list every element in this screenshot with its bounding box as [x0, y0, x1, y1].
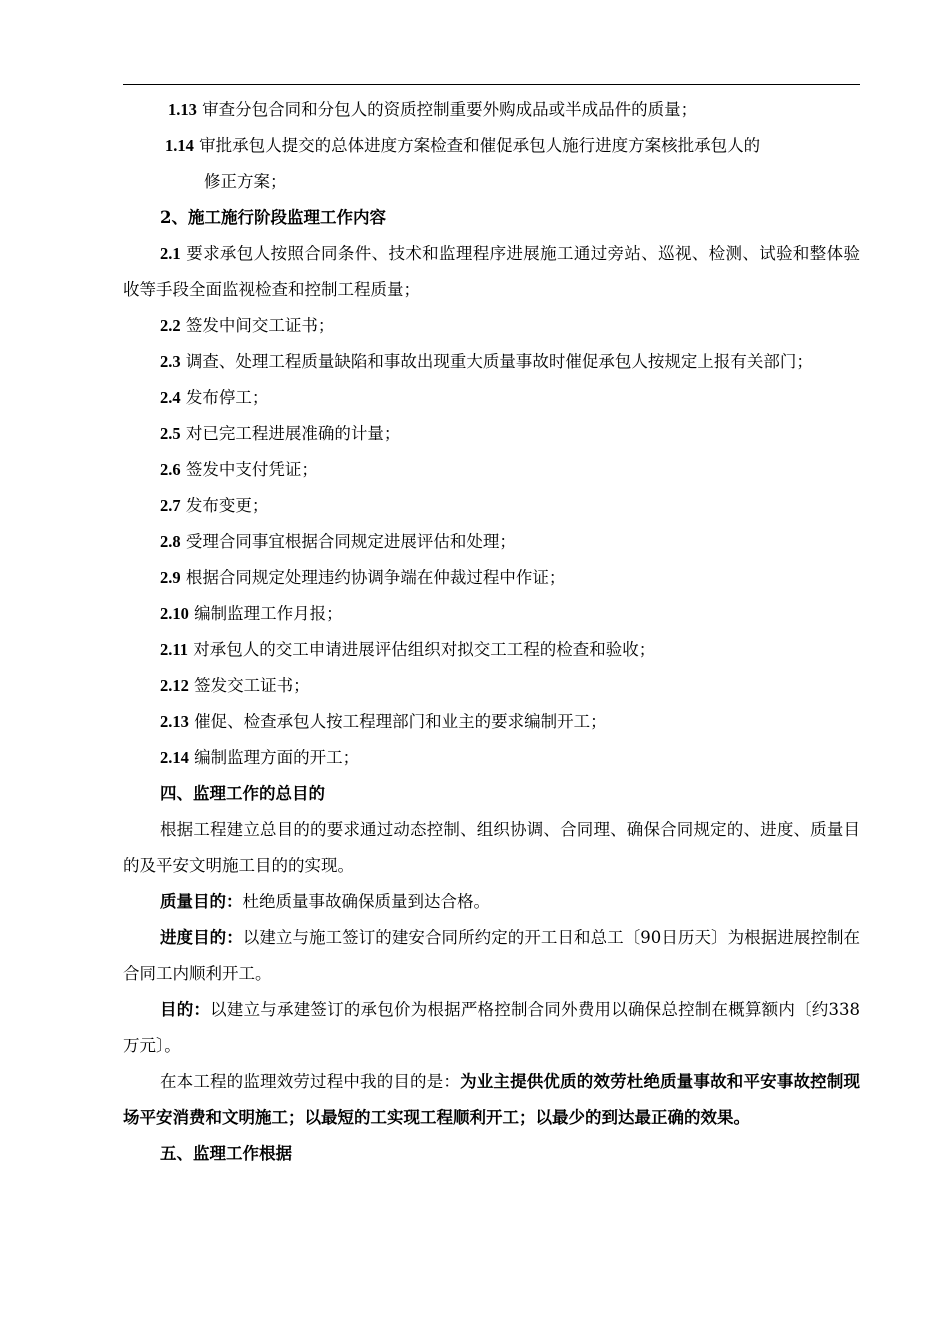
item-2-7	[123, 488, 860, 524]
goal-text: 以建立与施工签订的建安合同所约定的开工日和总工〔90日历天〕为根据进展控制在合同工内顺利开工。	[123, 928, 861, 983]
item-number: 2.14	[160, 748, 189, 767]
item-text: 审批承包人提交的总体进度方案检查和催促承包人施行进度方案核批承包人的	[193, 136, 761, 155]
document-page	[123, 92, 860, 1172]
item-number: 2.1	[160, 244, 181, 263]
item-number: 2.10	[160, 604, 189, 623]
item-2-9	[123, 560, 860, 596]
header-rule	[123, 84, 860, 85]
summary-bold: 为业主提供优质的效劳杜绝质量事故和平安事故控制现场平安消费和文明施工；以最短的工实现工程顺利开工；以最少的到达最正确的效果。	[123, 1072, 861, 1127]
item-number: 2.5	[160, 424, 181, 443]
schedule-goal	[123, 920, 860, 992]
item-number: 2.9	[160, 568, 181, 587]
item-2-14	[123, 740, 860, 776]
item-number: 2.11	[160, 640, 188, 659]
item-text: 要求承包人按照合同条件、技术和监理程序进展施工通过旁站、巡视、检测、试验和整体验收等手段全面监视检查和控制工程质量；	[123, 244, 860, 299]
item-2-13	[123, 704, 860, 740]
item-text: 根据合同规定处理违约协调争端在仲裁过程中作证；	[180, 568, 566, 587]
item-2-5	[123, 416, 860, 452]
item-1-14-continuation: 修正方案；	[204, 172, 287, 191]
item-2-1	[123, 236, 860, 308]
section-heading: 2、施工施行阶段监理工作内容	[160, 208, 386, 227]
item-2-12	[123, 668, 860, 704]
item-2-8	[123, 524, 860, 560]
item-number: 2.7	[160, 496, 181, 515]
summary-lead: 在本工程的监理效劳过程中我的目的是：	[160, 1072, 461, 1091]
item-2-6	[123, 452, 860, 488]
section-heading: 五、监理工作根据	[160, 1144, 292, 1163]
item-number: 2.4	[160, 388, 181, 407]
item-2-3	[123, 344, 860, 380]
item-text: 编制监理方面的开工；	[188, 748, 360, 767]
paragraph: 根据工程建立总目的的要求通过动态控制、组织协调、合同理、确保合同规定的、进度、质量目的及平安文明施工目的的实现。	[123, 820, 860, 875]
item-1-14	[123, 128, 860, 164]
item-text: 发布停工；	[180, 388, 269, 407]
section-heading: 四、监理工作的总目的	[160, 784, 325, 803]
goal-label: 进度目的：	[160, 928, 243, 947]
summary-paragraph	[123, 1064, 860, 1136]
goal-label: 目的：	[160, 1000, 211, 1019]
item-number: 2.12	[160, 676, 189, 695]
item-text: 签发中支付凭证；	[180, 460, 318, 479]
item-text: 编制监理工作月报；	[188, 604, 343, 623]
item-1-13	[123, 92, 860, 128]
item-text: 发布变更；	[180, 496, 269, 515]
item-text: 对承包人的交工申请进展评估组织对拟交工工程的检查和验收；	[187, 640, 656, 659]
item-number: 1.13	[168, 100, 197, 119]
item-text: 催促、检查承包人按工程理部门和业主的要求编制开工；	[188, 712, 607, 731]
quality-goal	[123, 884, 860, 920]
goal-text: 杜绝质量事故确保质量到达合格。	[242, 892, 490, 911]
item-number: 1.14	[165, 136, 194, 155]
goal-label: 质量目的：	[160, 892, 243, 911]
item-text: 签发中间交工证书；	[180, 316, 335, 335]
item-number: 2.3	[160, 352, 181, 371]
item-number: 2.6	[160, 460, 181, 479]
cost-goal	[123, 992, 860, 1064]
item-number: 2.8	[160, 532, 181, 551]
item-text: 签发交工证书；	[188, 676, 310, 695]
item-text: 审查分包合同和分包人的资质控制重要外购成品或半成品件的质量；	[196, 100, 698, 119]
item-text: 受理合同事宜根据合同规定进展评估和处理；	[180, 532, 516, 551]
item-2-11	[123, 632, 860, 668]
item-text: 对已完工程进展准确的计量；	[180, 424, 401, 443]
item-2-4	[123, 380, 860, 416]
item-2-2	[123, 308, 860, 344]
item-text: 调查、处理工程质量缺陷和事故出现重大质量事故时催促承包人按规定上报有关部门；	[180, 352, 813, 371]
goal-text: 以建立与承建签订的承包价为根据严格控制合同外费用以确保总控制在概算额内〔约338万元〕。	[123, 1000, 860, 1055]
item-number: 2.2	[160, 316, 181, 335]
item-2-10	[123, 596, 860, 632]
item-number: 2.13	[160, 712, 189, 731]
